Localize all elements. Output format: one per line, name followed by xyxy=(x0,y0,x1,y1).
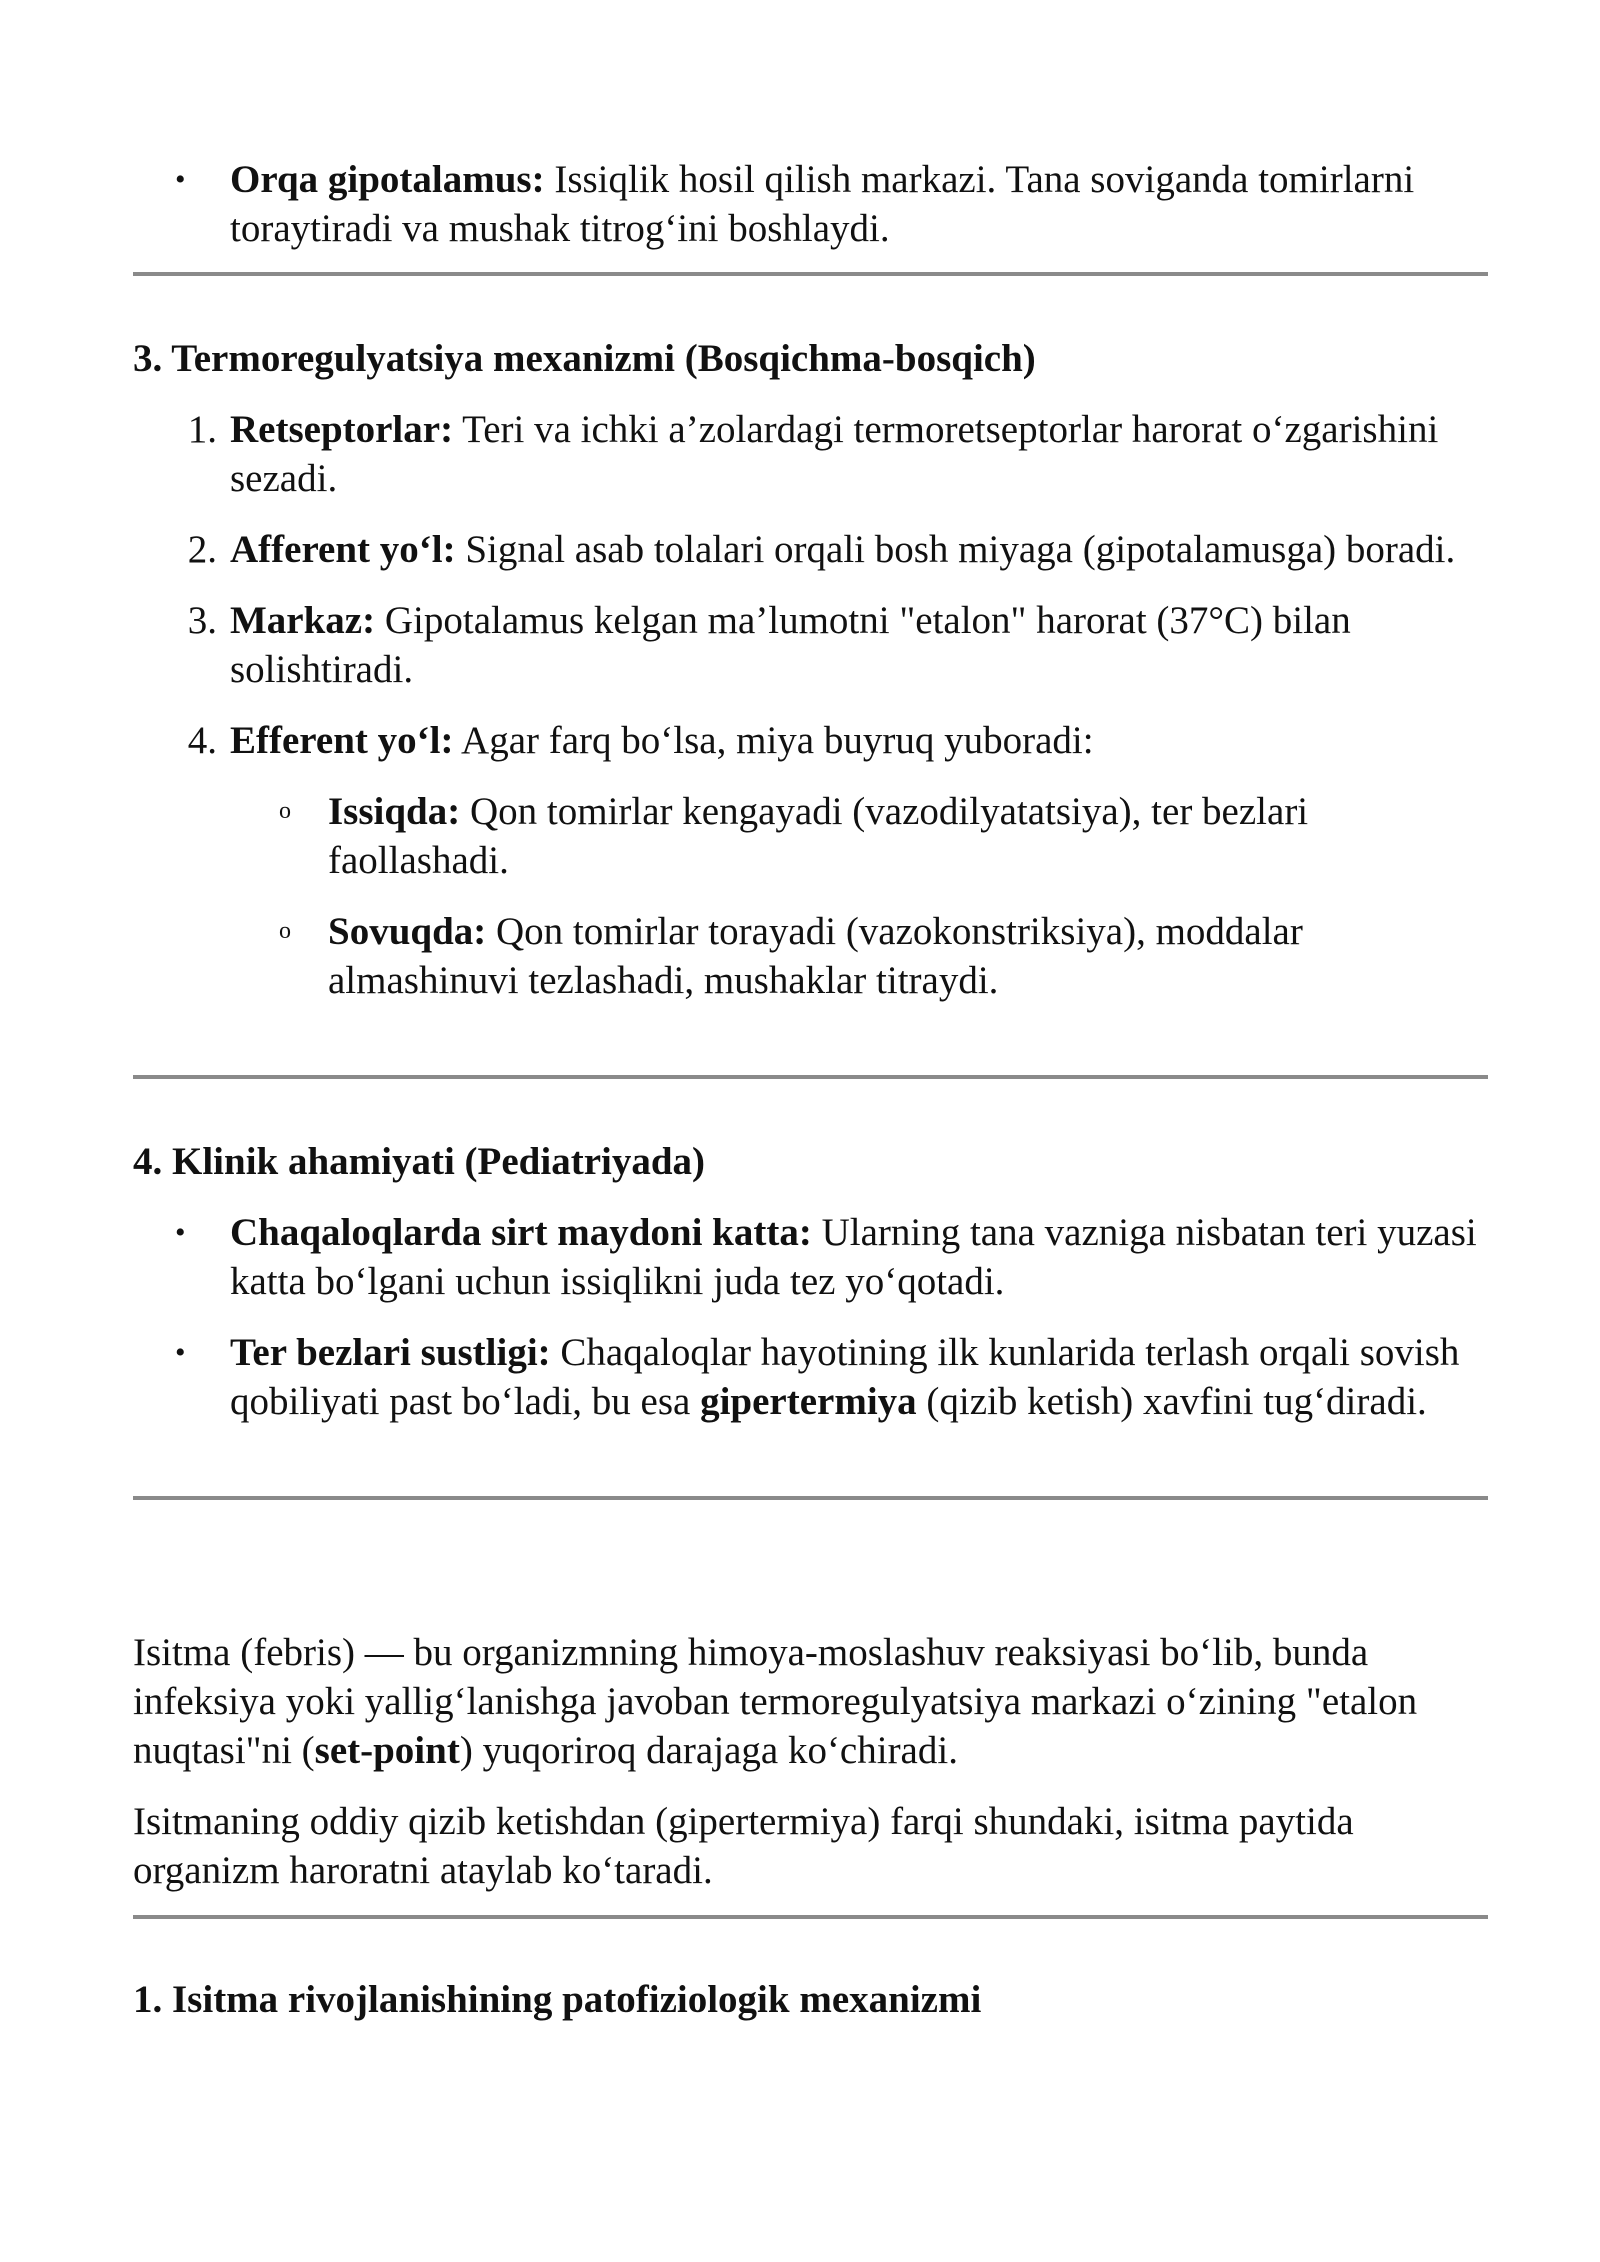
item-term: Sovuqda: xyxy=(328,910,487,953)
divider xyxy=(133,272,1488,276)
section-heading: 3. Termoregulyatsiya mexanizmi (Bosqichma-bosqich) xyxy=(133,337,1036,380)
circle-bullet-icon: o xyxy=(279,918,291,944)
bullet-icon: • xyxy=(175,163,186,196)
step-number: 1. xyxy=(187,408,217,451)
paragraph-bold: set-point xyxy=(314,1729,460,1772)
bullet-icon: • xyxy=(175,1336,186,1369)
step-number: 3. xyxy=(187,599,217,642)
item-text: Qon tomirlar torayadi (vazokonstriksiya), moddalar almashinuvi tezlashadi, mushaklar titraydi. xyxy=(328,910,1303,1002)
paragraph-text: ) yuqoriroq darajaga ko‘chiradi. xyxy=(459,1729,958,1772)
clinical-list xyxy=(133,1208,1488,1448)
item-text: Chaqaloqlar hayotining ilk kunlarida terlash orqali sovish qobiliyati past bo‘ladi, bu esa xyxy=(230,1331,1460,1423)
list-item xyxy=(133,525,1488,574)
bullet-icon: • xyxy=(175,1216,186,1249)
paragraph-text: Isitma (febris) — bu organizmning himoya-moslashuv reaksiyasi bo‘lib, bunda infeksiya yoki yallig‘lanishga javoban termoregulyatsiya markazi o‘zining "etalon nuqtasi"ni ( xyxy=(133,1631,1418,1772)
hypothalamus-list xyxy=(133,155,1488,275)
item-text: Signal asab tolalari orqali bosh miyaga (gipotalamusga) boradi. xyxy=(455,528,1456,571)
step-number: 2. xyxy=(187,528,217,571)
divider xyxy=(133,1915,1488,1919)
item-term: Retseptorlar: xyxy=(230,408,454,451)
item-text: Agar farq bo‘lsa, miya buyruq yuboradi: xyxy=(453,719,1094,762)
item-term: Chaqaloqlarda sirt maydoni katta: xyxy=(230,1211,812,1254)
list-item xyxy=(133,405,1488,503)
sub-list-item xyxy=(133,907,1488,1005)
item-term: Efferent yo‘l: xyxy=(230,719,454,762)
list-item xyxy=(133,716,1488,765)
step-number: 4. xyxy=(187,719,217,762)
mechanism-steps xyxy=(133,405,1488,1027)
item-text: Issiqlik hosil qilish markazi. Tana soviganda tomirlarni toraytiradi va mushak titrog‘ini boshlaydi. xyxy=(230,158,1415,250)
item-term: Orqa gipotalamus: xyxy=(230,158,545,201)
list-item xyxy=(133,1208,1488,1306)
item-term: Afferent yo‘l: xyxy=(230,528,456,571)
item-term: Issiqda: xyxy=(328,790,461,833)
item-text: (qizib ketish) xavfini tug‘diradi. xyxy=(916,1380,1427,1423)
paragraph xyxy=(133,1628,1488,1775)
circle-bullet-icon: o xyxy=(279,798,291,824)
item-text: Qon tomirlar kengayadi (vazodilyatatsiya), ter bezlari faollashadi. xyxy=(328,790,1309,882)
divider xyxy=(133,1496,1488,1500)
paragraph: Isitmaning oddiy qizib ketishdan (gipertermiya) farqi shundaki, isitma paytida organizm haroratni ataylab ko‘taradi. xyxy=(133,1800,1354,1892)
section-heading: 1. Isitma rivojlanishining patofiziologik mexanizmi xyxy=(133,1978,982,2021)
item-bold-term: gipertermiya xyxy=(700,1380,917,1423)
item-text: Teri va ichki a’zolardagi termoretseptorlar harorat o‘zgarishini sezadi. xyxy=(230,408,1439,500)
item-text: Ularning tana vazniga nisbatan teri yuzasi katta bo‘lgani uchun issiqlikni juda tez yo‘qotadi. xyxy=(230,1211,1477,1303)
divider xyxy=(133,1075,1488,1079)
sub-list-item xyxy=(133,787,1488,885)
list-item xyxy=(133,155,1488,253)
list-item xyxy=(133,596,1488,694)
section-heading: 4. Klinik ahamiyati (Pediatriyada) xyxy=(133,1140,706,1183)
item-text: Gipotalamus kelgan ma’lumotni "etalon" harorat (37°C) bilan solishtiradi. xyxy=(230,599,1351,691)
item-term: Markaz: xyxy=(230,599,376,642)
item-term: Ter bezlari sustligi: xyxy=(230,1331,551,1374)
list-item xyxy=(133,1328,1488,1426)
